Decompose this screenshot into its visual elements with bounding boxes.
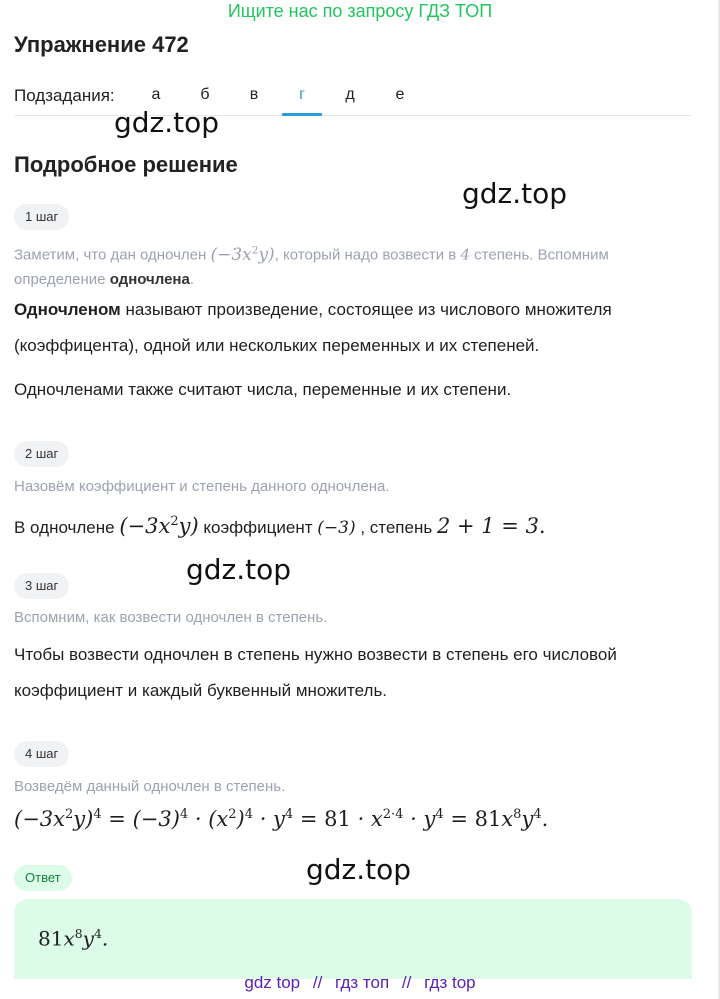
watermark: gdz.top — [306, 853, 412, 886]
watermark: gdz.top — [186, 553, 292, 586]
step-4-hint: Возведём данный одночлен в степень. — [14, 778, 286, 795]
step-3-badge: 3 шаг — [14, 573, 69, 599]
top-banner[interactable]: Ищите нас по запросу ГДЗ ТОП — [227, 1, 493, 21]
active-tab-indicator — [282, 113, 322, 116]
footer-separator: // — [312, 973, 323, 992]
step-1-hint: Заметим, что дан одночлен $(-3x^2y)$, который надо возвести в 4 степень. Вспомним определение одночлена. — [14, 244, 609, 288]
watermark: gdz.top — [462, 177, 568, 210]
step-2-text: В одночлене $(-3x^2y)$ коэффициент (−3) , степень 2 + 1 = 3. — [14, 514, 546, 538]
subtask-tab-b[interactable]: б — [200, 86, 210, 103]
subtasks-label: Подзадания: — [14, 86, 115, 105]
step-1-badge: 1 шаг — [14, 204, 69, 230]
step-2-badge: 2 шаг — [14, 441, 69, 467]
footer-link-1[interactable]: gdz top — [244, 973, 301, 992]
step-3-line-1: Чтобы возвести одночлен в степень нужно возвести в степень его числовой — [14, 645, 617, 664]
subtask-tab-e[interactable]: е — [395, 86, 405, 103]
footer-links — [0, 973, 720, 993]
answer-value: $81x^8y^4$. — [38, 926, 109, 951]
step-3-line-2: коэффициент и каждый буквенный множитель. — [14, 681, 388, 700]
step-4-badge: 4 шаг — [14, 741, 69, 767]
step-1-note: Одночленами также считают числа, переменные и их степени. — [14, 380, 512, 399]
watermark: gdz.top — [114, 106, 220, 139]
step-4-formula: $(-3x^2y)^4 = (-3)^4 \cdot (x^2)^4 \cdot y^4 = 81 \cdot x^{2\cdot 4} \cdot y^4 = 81x^8y^4$. — [14, 807, 549, 831]
footer-link-2[interactable]: гдз топ — [335, 973, 390, 992]
subtask-tab-a[interactable]: а — [151, 86, 161, 103]
step-3-hint: Вспомним, как возвести одночлен в степень. — [14, 609, 328, 626]
subtask-tab-d[interactable]: д — [345, 86, 355, 103]
answer-box — [14, 899, 692, 979]
footer-separator: // — [401, 973, 412, 992]
exercise-title: Упражнение 472 — [14, 32, 189, 57]
answer-badge: Ответ — [14, 865, 72, 891]
step-2-hint: Назовём коэффициент и степень данного одночлена. — [14, 478, 390, 495]
subtask-tab-g[interactable]: г — [299, 86, 305, 103]
section-title: Подробное решение — [14, 152, 238, 177]
step-1-definition: Одночленом называют произведение, состоящее из числового множителя (коэффицента), одной или нескольких переменных и их степеней. — [14, 300, 612, 355]
footer-link-3[interactable]: гдз top — [424, 973, 476, 992]
subtask-tab-v[interactable]: в — [249, 86, 259, 103]
